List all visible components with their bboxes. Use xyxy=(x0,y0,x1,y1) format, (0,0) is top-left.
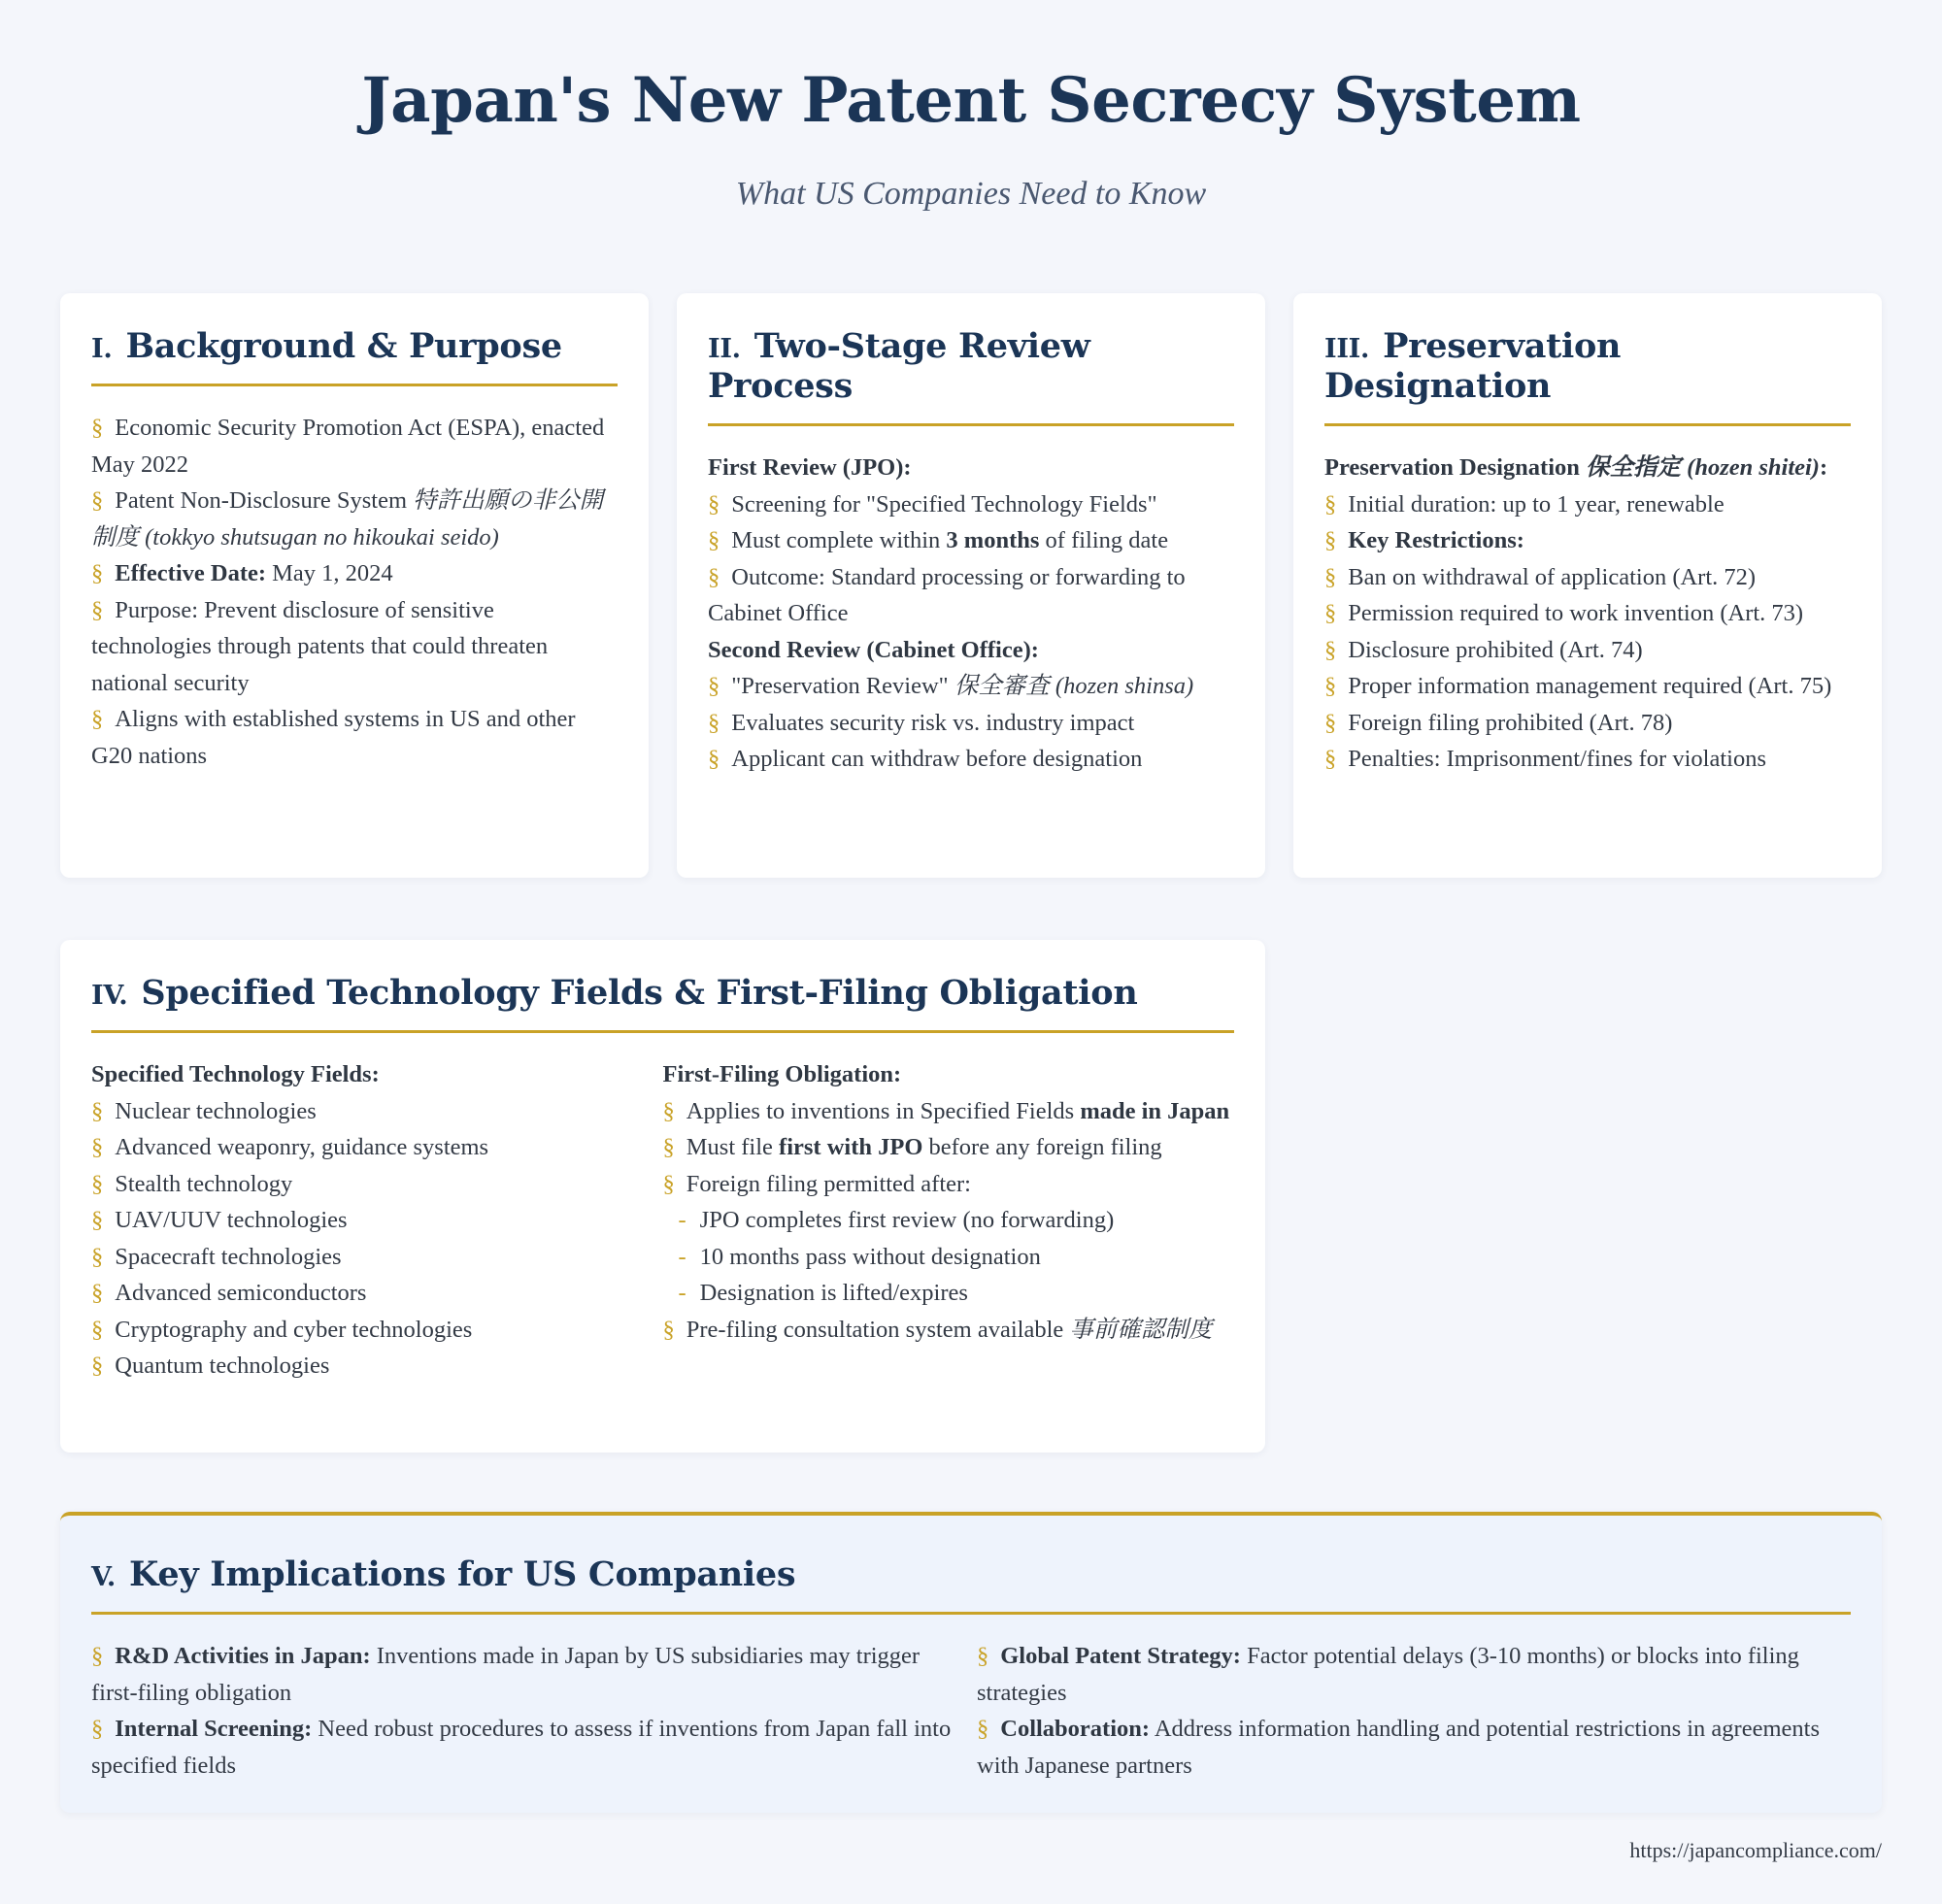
section-mark-icon: § xyxy=(91,706,104,732)
item-text: 10 months pass without designation xyxy=(699,1243,1041,1270)
list-item xyxy=(1324,668,1851,705)
section-heading xyxy=(91,326,618,386)
list-item xyxy=(708,559,1234,632)
list-item xyxy=(91,1202,663,1239)
item-text: Inventions made in Japan by US subsidiaries may trigger first-filing obligation xyxy=(91,1643,921,1706)
item-emphasis: made in Japan xyxy=(1080,1097,1230,1124)
section-mark-icon: § xyxy=(91,1134,104,1160)
item-label: Global Patent Strategy: xyxy=(1000,1643,1241,1669)
section-body xyxy=(91,1056,1234,1385)
item-text: Must file xyxy=(686,1134,780,1160)
section-mark-icon: § xyxy=(91,596,104,623)
item-text: Applies to inventions in Specified Fields xyxy=(686,1097,1081,1124)
subheading: Second Review (Cabinet Office): xyxy=(708,636,1039,663)
item-text: Aligns with established systems in US and other G20 nations xyxy=(91,706,576,769)
item-label: Effective Date: xyxy=(115,560,267,586)
first-filing-column xyxy=(663,1056,1235,1385)
item-text: Advanced semiconductors xyxy=(115,1280,367,1306)
section-mark-icon: § xyxy=(662,1170,675,1197)
item-text: Applicant can withdraw before designation xyxy=(731,746,1143,772)
section-title: Background & Purpose xyxy=(125,326,562,366)
item-text: Evaluates security risk vs. industry impact xyxy=(731,709,1135,736)
item-text: Advanced weaponry, guidance systems xyxy=(115,1134,489,1160)
list-item xyxy=(91,1312,663,1349)
section-mark-icon: § xyxy=(91,415,104,441)
section-mark-icon: § xyxy=(708,490,720,518)
japanese-term: 保全指定 (hozen shitei) xyxy=(1586,454,1820,481)
subheading: First Review (JPO): xyxy=(708,454,912,481)
list-item xyxy=(977,1711,1851,1784)
list-item xyxy=(91,1348,663,1385)
section-mark-icon: § xyxy=(977,1716,989,1742)
section-mark-icon: § xyxy=(1324,746,1337,772)
section-mark-icon: § xyxy=(91,1280,104,1306)
subheading-text: Preservation Designation xyxy=(1324,454,1587,481)
section-number: I. xyxy=(91,334,113,364)
technology-fields-column xyxy=(91,1056,663,1385)
item-text: Permission required to work invention (Art. 73) xyxy=(1348,600,1804,626)
japanese-term: 保全審査 (hozen shinsa) xyxy=(954,673,1194,699)
section-mark-icon: § xyxy=(91,1643,104,1669)
section-mark-icon: § xyxy=(708,746,720,772)
section-mark-icon: § xyxy=(1324,527,1337,553)
section-number: II. xyxy=(708,334,741,364)
subheading-colon: : xyxy=(1819,454,1828,481)
card-background xyxy=(60,293,649,878)
section-mark-icon: § xyxy=(91,1097,104,1124)
list-item xyxy=(708,522,1234,559)
item-text: of filing date xyxy=(1039,527,1169,553)
item-emphasis: first with JPO xyxy=(779,1134,923,1160)
sub-list-item xyxy=(663,1275,1235,1312)
section-title: Preservation Designation xyxy=(1324,326,1622,406)
japanese-term: 特許出願の非公開制度 (tokkyo shutsugan no hikoukai seido) xyxy=(91,487,604,551)
item-text: Spacecraft technologies xyxy=(115,1243,342,1270)
section-title: Specified Technology Fields & First-Filing Obligation xyxy=(141,973,1138,1013)
list-item xyxy=(91,1129,663,1166)
section-body xyxy=(91,410,618,774)
item-text: JPO completes first review (no forwarding) xyxy=(699,1207,1115,1233)
item-text: "Preservation Review" xyxy=(731,673,954,699)
item-text: Need robust procedures to assess if inventions from Japan fall into specified fields xyxy=(91,1716,952,1779)
japanese-term: 事前確認制度 xyxy=(1069,1316,1213,1343)
dash-icon: - xyxy=(678,1243,686,1270)
section-mark-icon: § xyxy=(708,709,720,736)
section-title: Key Implications for US Companies xyxy=(129,1554,796,1594)
list-item xyxy=(663,1166,1235,1203)
item-text: Designation is lifted/expires xyxy=(699,1280,968,1306)
item-text: Disclosure prohibited (Art. 74) xyxy=(1348,636,1643,663)
item-text: Foreign filing permitted after: xyxy=(686,1170,971,1197)
item-text: before any foreign filing xyxy=(922,1134,1162,1160)
section-mark-icon: § xyxy=(91,487,104,514)
section-body xyxy=(91,1638,1851,1784)
list-item xyxy=(91,1638,965,1711)
list-item xyxy=(91,483,618,555)
list-item xyxy=(91,1093,663,1130)
list-item xyxy=(708,741,1234,778)
section-mark-icon: § xyxy=(91,560,104,586)
section-mark-icon: § xyxy=(1324,490,1337,518)
section-mark-icon: § xyxy=(91,1316,104,1343)
section-mark-icon: § xyxy=(1324,563,1337,590)
list-item xyxy=(91,555,618,592)
list-item xyxy=(1324,486,1851,523)
subheading: First-Filing Obligation: xyxy=(662,1061,902,1087)
item-text: Purpose: Prevent disclosure of sensitive technologies through patents that could threaten national security xyxy=(91,596,549,696)
item-label: Internal Screening: xyxy=(115,1716,313,1742)
list-item xyxy=(663,1093,1235,1130)
list-item xyxy=(1324,522,1851,559)
subheading xyxy=(1324,450,1851,486)
list-item xyxy=(1324,559,1851,596)
page-title: Japan's New Patent Secrecy System xyxy=(361,64,1581,137)
section-mark-icon: § xyxy=(91,1353,104,1379)
item-text: Foreign filing prohibited (Art. 78) xyxy=(1348,709,1673,736)
item-text: Patent Non-Disclosure System xyxy=(115,487,414,514)
section-mark-icon: § xyxy=(91,1170,104,1197)
dash-icon: - xyxy=(678,1280,686,1306)
section-mark-icon: § xyxy=(708,527,720,553)
list-item xyxy=(91,1239,663,1276)
section-mark-icon: § xyxy=(91,1207,104,1233)
item-text: Pre-filing consultation system available xyxy=(686,1316,1070,1343)
item-text: Address information handling and potential restrictions in agreements with Japanese partners xyxy=(977,1716,1820,1779)
card-implications xyxy=(60,1512,1882,1813)
section-mark-icon: § xyxy=(977,1643,989,1669)
item-text: Economic Security Promotion Act (ESPA), enacted May 2022 xyxy=(91,415,605,478)
list-item xyxy=(91,701,618,774)
section-mark-icon: § xyxy=(1324,709,1337,736)
list-item xyxy=(708,705,1234,742)
item-emphasis: 3 months xyxy=(946,527,1040,553)
list-item xyxy=(91,592,618,702)
item-text: Ban on withdrawal of application (Art. 72) xyxy=(1348,563,1757,590)
section-mark-icon: § xyxy=(662,1316,675,1343)
dash-icon: - xyxy=(678,1207,686,1233)
item-text: Outcome: Standard processing or forwarding to Cabinet Office xyxy=(708,563,1186,626)
section-number: III. xyxy=(1324,334,1370,364)
sub-list-item xyxy=(663,1202,1235,1239)
list-item xyxy=(1324,741,1851,778)
item-label: Key Restrictions: xyxy=(1348,527,1524,553)
item-text: Must complete within xyxy=(731,527,947,553)
list-item xyxy=(91,1711,965,1784)
section-heading xyxy=(1324,326,1851,426)
list-item xyxy=(1324,705,1851,742)
list-item xyxy=(663,1312,1235,1349)
item-text: Screening for "Specified Technology Fields" xyxy=(731,490,1157,518)
item-text: Quantum technologies xyxy=(115,1353,330,1379)
list-item xyxy=(1324,632,1851,669)
subheading: Specified Technology Fields: xyxy=(91,1061,380,1087)
section-body xyxy=(1324,450,1851,778)
section-mark-icon: § xyxy=(662,1134,675,1160)
list-item xyxy=(708,486,1234,523)
list-item xyxy=(708,668,1234,705)
section-heading xyxy=(91,1554,1851,1615)
section-mark-icon: § xyxy=(708,563,720,590)
item-label: Collaboration: xyxy=(1000,1716,1151,1742)
section-body xyxy=(708,450,1234,778)
item-text: UAV/UUV technologies xyxy=(115,1207,348,1233)
page-header xyxy=(0,0,1942,213)
list-item xyxy=(91,410,618,483)
item-label: R&D Activities in Japan: xyxy=(115,1643,371,1669)
section-mark-icon: § xyxy=(91,1716,104,1742)
item-text: Stealth technology xyxy=(115,1170,293,1197)
page-subtitle: What US Companies Need to Know xyxy=(735,176,1207,212)
section-number: V. xyxy=(91,1562,117,1592)
section-number: IV. xyxy=(91,981,128,1011)
section-mark-icon: § xyxy=(662,1097,675,1124)
list-item xyxy=(977,1638,1851,1711)
card-review-process xyxy=(677,293,1265,878)
item-text: Penalties: Imprisonment/fines for violations xyxy=(1348,746,1766,772)
section-mark-icon: § xyxy=(708,673,720,699)
list-item xyxy=(91,1275,663,1312)
item-text: Proper information management required (Art. 75) xyxy=(1348,673,1832,699)
section-title: Two-Stage Review Process xyxy=(708,326,1090,406)
sub-list-item xyxy=(663,1239,1235,1276)
item-text: Factor potential delays (3-10 months) or blocks into filing strategies xyxy=(977,1643,1799,1706)
list-item xyxy=(1324,595,1851,632)
section-heading xyxy=(708,326,1234,426)
card-preservation xyxy=(1293,293,1882,878)
card-technology-fields xyxy=(60,940,1265,1453)
list-item xyxy=(91,1166,663,1203)
item-text: Cryptography and cyber technologies xyxy=(115,1316,473,1343)
item-text: Nuclear technologies xyxy=(115,1097,317,1124)
section-mark-icon: § xyxy=(1324,600,1337,626)
section-heading xyxy=(91,973,1234,1033)
item-text: May 1, 2024 xyxy=(266,560,393,586)
footer-url[interactable]: https://japancompliance.com/ xyxy=(1629,1838,1882,1862)
section-mark-icon: § xyxy=(1324,636,1337,663)
item-text: Initial duration: up to 1 year, renewable xyxy=(1348,490,1724,518)
list-item xyxy=(663,1129,1235,1166)
section-mark-icon: § xyxy=(1324,673,1337,699)
section-mark-icon: § xyxy=(91,1243,104,1270)
